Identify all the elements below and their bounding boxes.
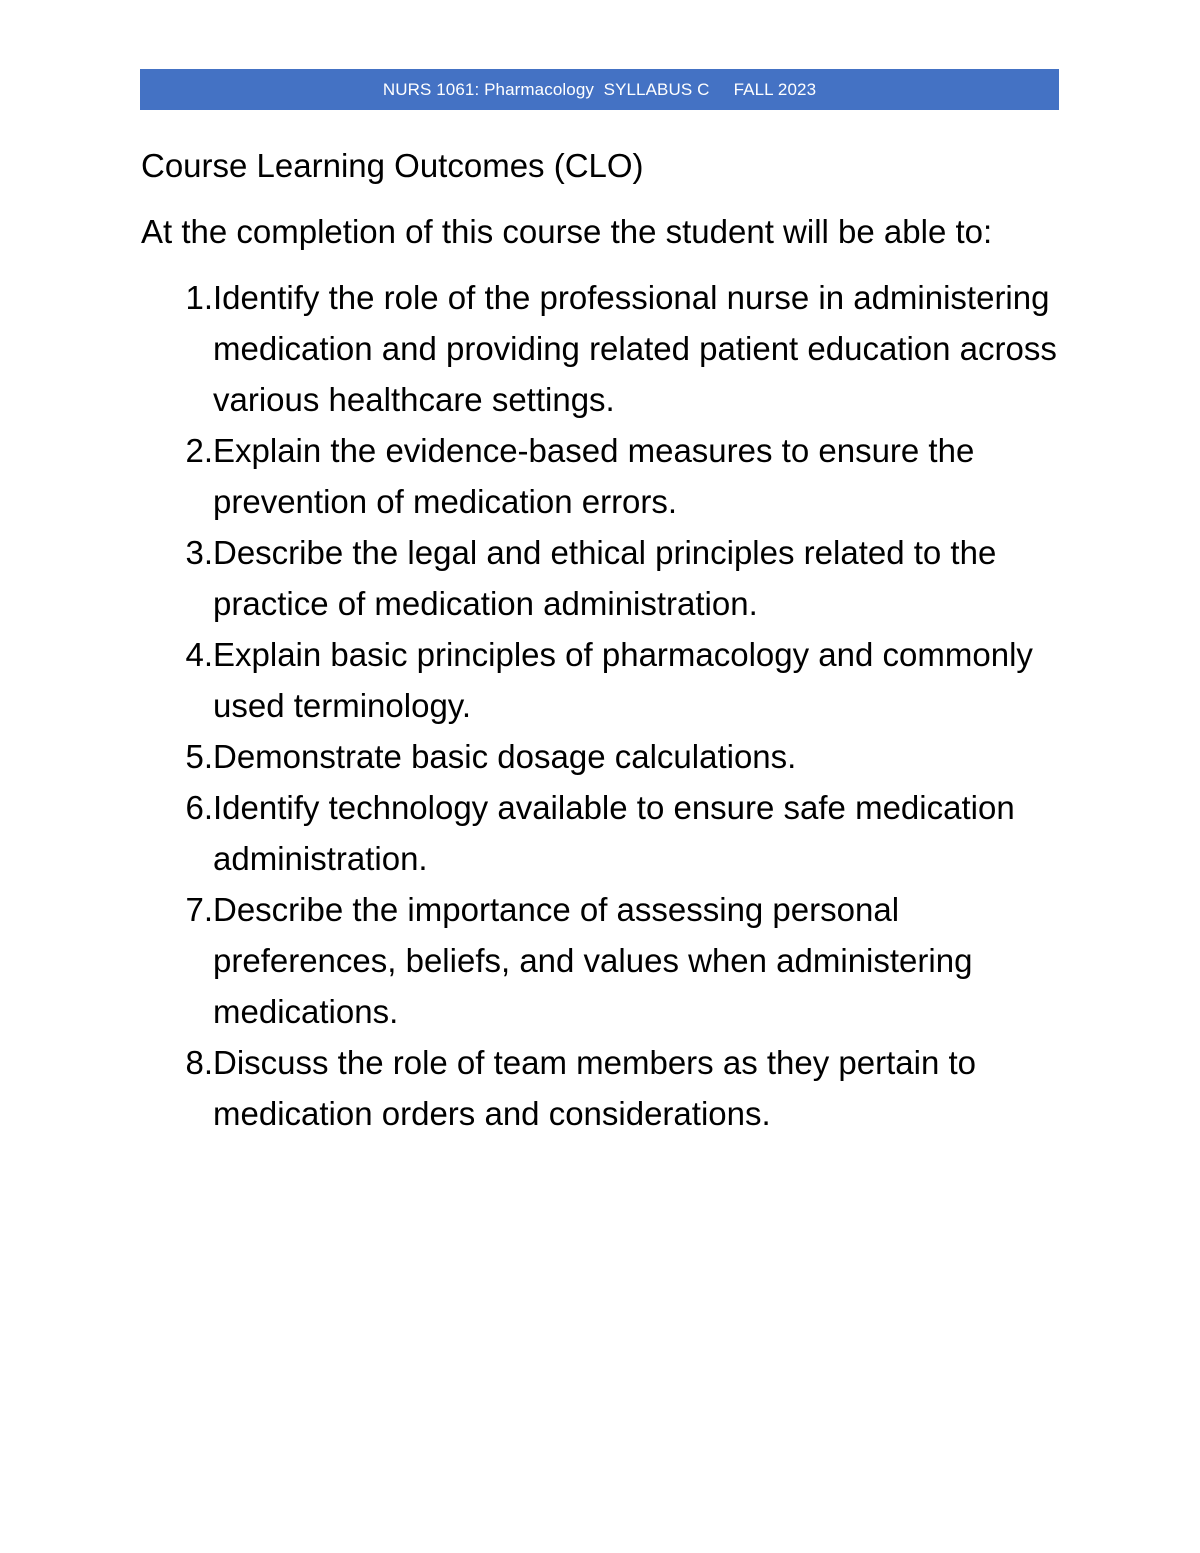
outcome-text: Describe the importance of assessing personal preferences, beliefs, and values when administering medications. [213,891,973,1030]
outcome-item-1 [141,272,1059,425]
header-title: NURS 1061: Pharmacology SYLLABUS C FALL 2023 [382,79,817,99]
outcome-text: Explain basic principles of pharmacology and commonly used terminology. [213,636,1033,724]
outcome-item-4 [141,629,1059,731]
intro-paragraph: At the completion of this course the student will be able to: [141,213,993,250]
outcome-number: 2. [185,432,213,469]
outcome-item-7 [141,884,1059,1037]
outcome-number: 8. [185,1044,213,1081]
outcome-number: 4. [185,636,213,673]
document-body [141,140,1059,1139]
outcome-item-3 [141,527,1059,629]
outcome-number: 5. [185,738,213,775]
section-heading: Course Learning Outcomes (CLO) [141,147,644,184]
outcome-text: Demonstrate basic dosage calculations. [213,738,797,775]
outcome-text: Identify the role of the professional nurse in administering medication and providing related patient education across various healthcare settings. [213,279,1057,418]
outcome-item-8 [141,1037,1059,1139]
outcome-text: Identify technology available to ensure safe medication administration. [213,789,1015,877]
outcome-number: 3. [185,534,213,571]
page-header-bar [140,69,1059,110]
outcome-number: 1. [185,279,213,316]
outcome-item-6 [141,782,1059,884]
outcome-number: 6. [185,789,213,826]
outcome-item-2 [141,425,1059,527]
outcomes-list [141,272,1059,1139]
outcome-text: Describe the legal and ethical principles related to the practice of medication administration. [213,534,997,622]
outcome-text: Discuss the role of team members as they pertain to medication orders and considerations. [213,1044,976,1132]
outcome-item-5 [141,731,1059,782]
outcome-text: Explain the evidence-based measures to ensure the prevention of medication errors. [213,432,975,520]
outcome-number: 7. [185,891,213,928]
